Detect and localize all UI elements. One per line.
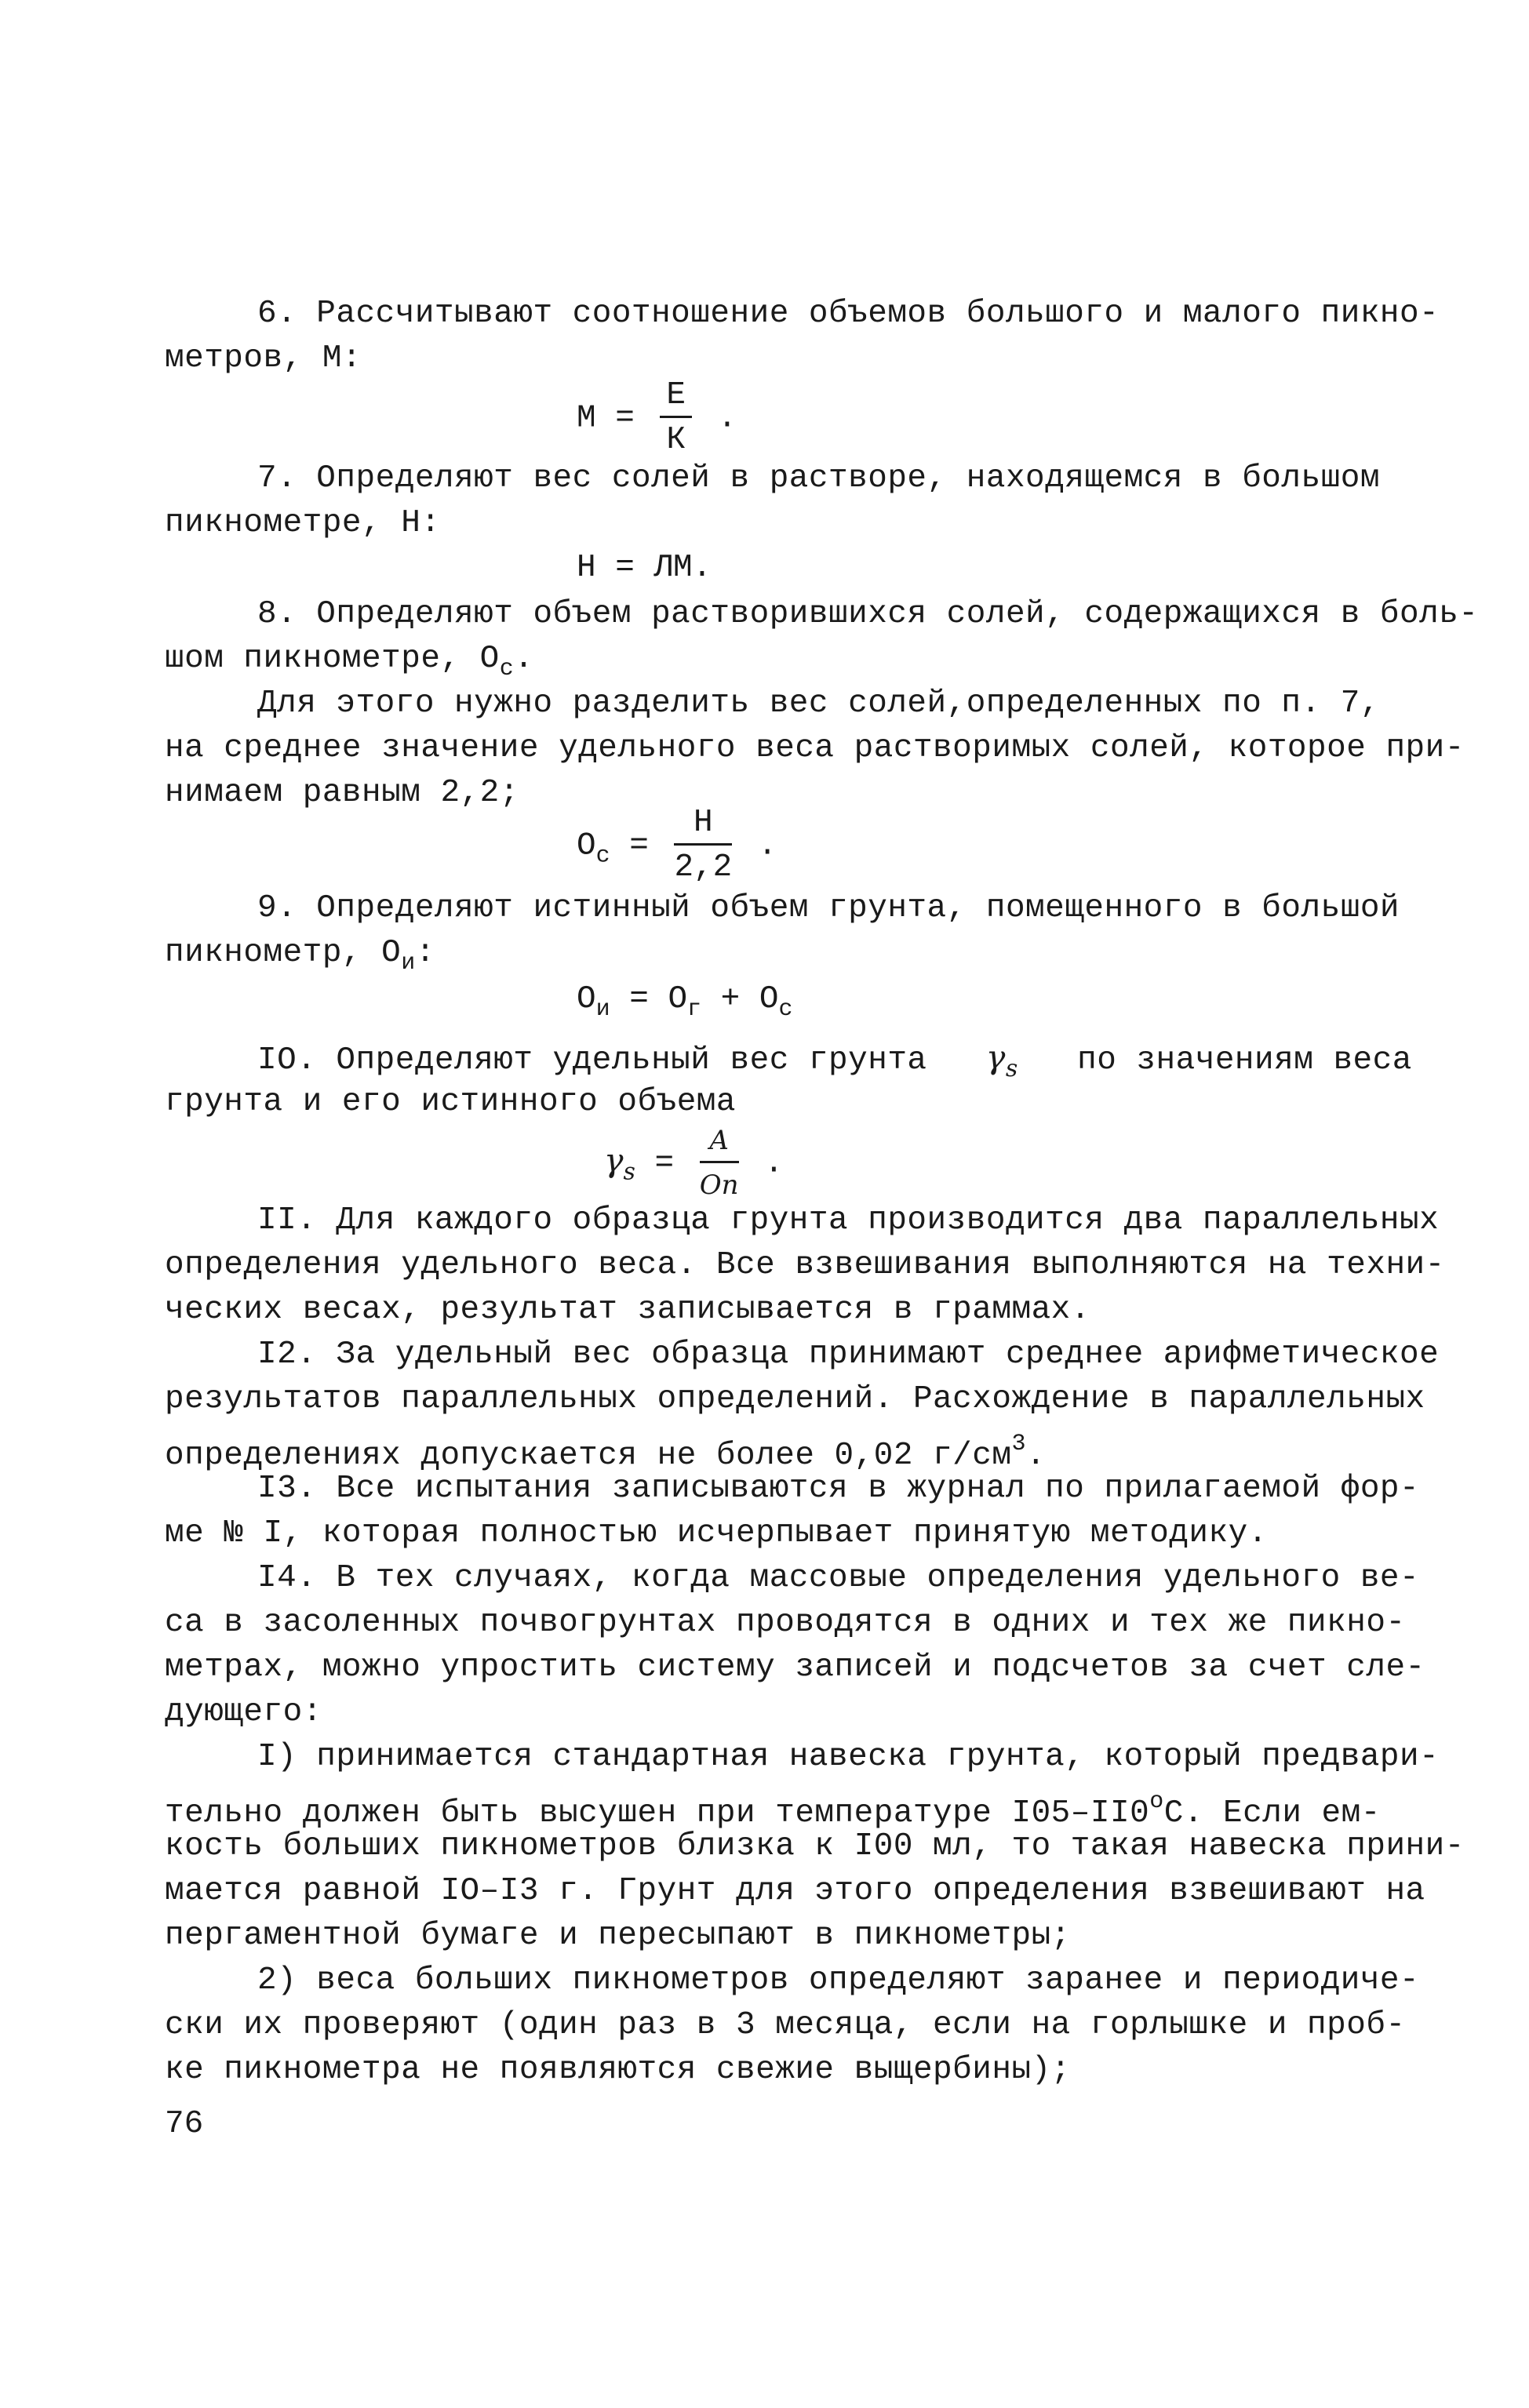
formula-lhs: М = (577, 400, 635, 437)
formula-gamma: $\gamma_s$ = $\frac{A}{On}$ . (604, 1122, 784, 1204)
list-item-2 (165, 1959, 1420, 2093)
text-line: II. Для каждого образца грунта производится два параллельных (257, 1202, 1440, 1239)
fraction (674, 804, 732, 886)
formula-end: . (717, 400, 737, 437)
text-line: тельно должен быть высушен при температуре $I05-II0^оС$. Если ем- (165, 1788, 1381, 1831)
text-line: 8. Определяют объем растворившихся солей, содержащихся в боль- (257, 596, 1479, 632)
list-item-1 (165, 1735, 1465, 1959)
paragraph-7 (165, 457, 1380, 546)
text-line: 7. Определяют вес солей в растворе, находящемся в большом (257, 460, 1380, 497)
paragraph-9 (165, 886, 1400, 977)
fraction-denominator: К (666, 422, 686, 458)
text-line: 2) веса больших пикнометров определяют заранее и периодиче- (257, 1962, 1420, 1999)
text-line: кость больших пикнометров близка к I00 мл, то такая навеска прини- (165, 1828, 1465, 1864)
text-line: 6. Рассчитывают соотношение объемов большого и малого пикно- (257, 296, 1440, 332)
gamma-symbol: γ (985, 1038, 1006, 1076)
formula-oc: $О_с$ = $\frac{Н}{2,2}$ . (577, 805, 777, 886)
text-line: I2. За удельный вес образца принимают среднее арифметическое (257, 1337, 1440, 1373)
text-line: I4. В тех случаях, когда массовые определения удельного ве- (257, 1560, 1420, 1596)
text-line: определения удельного веса. Все взвешивания выполняются на техни- (165, 1247, 1445, 1283)
text-line: Для этого нужно разделить вес солей,определенных по п. 7, (257, 686, 1380, 722)
text-line: ке пикнометра не появляются свежие выщербины); (165, 2052, 1071, 2088)
paragraph-13 (165, 1467, 1420, 1556)
fraction (700, 1122, 739, 1204)
fraction-numerator: A (700, 1122, 739, 1163)
fraction-numerator: Е (660, 376, 692, 418)
formula-h: Н = ЛМ. (577, 550, 712, 586)
text-line: ческих весах, результат записывается в граммах. (165, 1292, 1090, 1328)
text-line: грунта и его истинного объема (165, 1084, 737, 1120)
formula-oi: $О_и = О_г + О_с$ (577, 981, 793, 1023)
fraction-numerator: Н (674, 804, 732, 846)
text-line: IO. Определяют удельный вес грунта $\gamma_s$ по значениям веса (257, 1038, 1412, 1082)
text-line: пергаментной бумаге и пересыпают в пикнометры; (165, 1918, 1071, 1954)
text-line: шом пикнометре, $О_с$. (165, 641, 534, 682)
text-line: са в засоленных почвогрунтах проводятся в одних и тех же пикно- (165, 1605, 1406, 1641)
text-line: метров, М: (165, 340, 362, 376)
text-line: мается равной IO–I3 г. Грунт для этого определения взвешивают на (165, 1873, 1425, 1909)
text-line: пикнометре, Н: (165, 505, 441, 541)
text-line: на среднее значение удельного веса растворимых солей, которое при- (165, 730, 1465, 766)
text-line: I) принимается стандартная навеска грунта, который предвари- (257, 1739, 1440, 1775)
text-line: ски их проверяют (один раз в 3 месяца, если на горлышке и проб- (165, 2007, 1406, 2043)
formula-m (577, 376, 737, 459)
text-line: результатов параллельных определений. Расхождение в параллельных (165, 1381, 1425, 1417)
paragraph-10 (165, 1035, 1412, 1125)
text-line: нимаем равным 2,2; (165, 775, 519, 811)
page-number: 76 (165, 2106, 204, 2142)
text-line: ме № I, которая полностью исчерпывает принятую методику. (165, 1515, 1268, 1551)
paragraph-11 (165, 1199, 1445, 1333)
fraction-denominator: On (699, 1169, 739, 1201)
text-line: метрах, можно упростить систему записей и подсчетов за счет сле- (165, 1650, 1425, 1686)
fraction (660, 376, 692, 459)
text-line: I3. Все испытания записываются в журнал по прилагаемой фор- (257, 1471, 1420, 1507)
paragraph-6 (165, 292, 1440, 381)
paragraph-8 (165, 592, 1479, 816)
text-line: пикнометр, $О_и$: (165, 935, 435, 977)
paragraph-14 (165, 1556, 1425, 1735)
text-line: определениях допускается не более 0,02 $г/см^3$. (165, 1431, 1047, 1474)
fraction-denominator: 2,2 (674, 849, 733, 886)
text-line: 9. Определяют истинный объем грунта, помещенного в большой (257, 890, 1400, 926)
paragraph-12 (165, 1333, 1440, 1474)
text-line: дующего: (165, 1694, 322, 1730)
